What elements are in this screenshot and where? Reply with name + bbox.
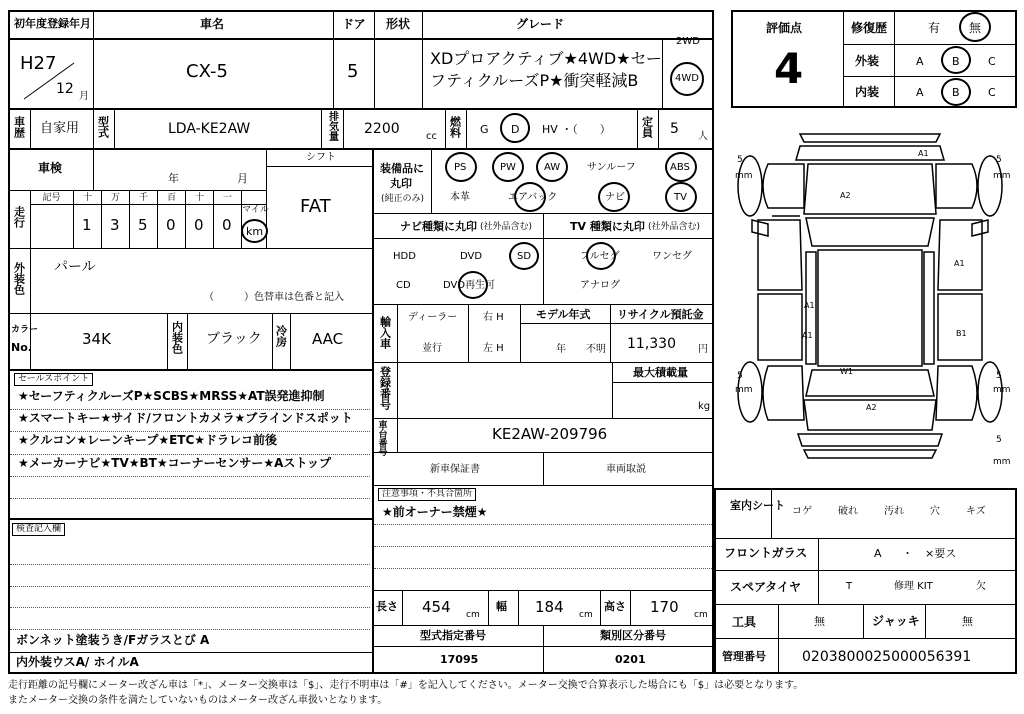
grade-line2: フティクルーズP★衝突軽減B: [430, 71, 639, 90]
equip-tv: TV: [674, 192, 687, 203]
interior-grade-c: C: [988, 86, 996, 99]
height-label: 高さ: [604, 600, 626, 613]
fuel-d: D: [511, 123, 520, 136]
equip-sunroof: サンルーフ: [587, 162, 636, 173]
use-label: 車歴: [12, 116, 26, 138]
tread-fl-unit: mm: [735, 171, 753, 181]
shaken-year-unit: 年: [168, 172, 179, 185]
equipment-label-2: 丸印: [390, 177, 412, 190]
interior-color-label: 内装色: [170, 321, 184, 354]
class-value: 0201: [615, 653, 646, 666]
jack-label: ジャッキ: [872, 614, 920, 628]
mileage-digit-header: 記号: [42, 193, 61, 203]
reg-date-slash: [18, 55, 88, 105]
inspector-line-2: 内外装ウスA/ ホイルA: [16, 655, 139, 669]
mileage-digit-header: 百: [167, 193, 177, 203]
navi-sd: SD: [517, 251, 532, 262]
exterior-grade-c: C: [988, 55, 996, 68]
interior-grade-a: A: [916, 86, 924, 99]
warranty-manual: 車両取説: [606, 464, 646, 475]
damage-mark-left-quarter: A1: [802, 331, 813, 340]
tread-rr-unit: mm: [993, 385, 1011, 395]
damage-mark-front-bumper: A1: [918, 149, 929, 158]
navi-hdd: HDD: [393, 251, 416, 262]
mileage-unit-mile: マイル: [242, 205, 269, 215]
width-value: 184: [535, 598, 564, 616]
car-name: CX-5: [186, 61, 228, 82]
spare-t: T: [846, 581, 853, 592]
height-unit: cm: [694, 610, 708, 620]
inspector-label: 検査記入欄: [12, 523, 65, 536]
seat-label-1: 室内シート: [730, 499, 785, 512]
score-label: 評価点: [766, 21, 803, 35]
inspector-line-1: ボンネット塗装うき/Fガラスとび A: [16, 633, 210, 647]
height-value: 170: [650, 598, 679, 616]
displacement-label: 排気量: [326, 111, 338, 141]
mileage-digit-header: 千: [139, 193, 149, 203]
vehicle-damage-diagram: [722, 120, 1018, 480]
damage-mark-rear-glass: W1: [840, 367, 853, 376]
damage-mark-rear-bumper: A2: [866, 403, 877, 412]
equip-ps: PS: [454, 162, 467, 173]
length-label: 長さ: [376, 600, 398, 613]
designation-value: 17095: [440, 653, 479, 666]
mileage-digit: 0: [194, 216, 204, 234]
displacement-value: 2200: [364, 121, 400, 137]
glass-label: フロントガラス: [724, 546, 808, 560]
grade-line1: XDプロアクティブ★4WD★セー: [430, 49, 662, 68]
navi-type-note: (社外品含む): [480, 222, 533, 232]
sales-point-3: ★クルコン★レーンキープ★ETC★ドラレコ前後: [18, 433, 278, 447]
interior-grade-b: B: [952, 86, 960, 99]
spare-kit: 修理 KIT: [894, 581, 933, 592]
exterior-color-label: 外装色: [12, 262, 26, 295]
mgmt-value: 0203800025000056391: [802, 649, 972, 665]
spare-none: 欠: [976, 581, 986, 592]
damage-mark-right-quarter: B1: [956, 329, 967, 338]
equipment-label-3: (純正のみ): [381, 194, 425, 204]
sales-point-4: ★メーカーナビ★TV★BT★コーナーセンサー★Aストップ: [18, 456, 332, 470]
reg-era-year: H27: [20, 53, 57, 74]
seat-hole: 穴: [930, 506, 940, 517]
warranty-new-car: 新車保証書: [430, 464, 480, 475]
tools-label: 工具: [732, 615, 757, 629]
notes-label: 注意事項・不具合箇所: [378, 488, 476, 501]
width-unit: cm: [579, 610, 593, 620]
ac-label: 冷房: [274, 325, 288, 347]
model-value: LDA-KE2AW: [168, 121, 251, 137]
use-value: 自家用: [40, 121, 80, 136]
length-unit: cm: [466, 610, 480, 620]
mgmt-label: 管理番号: [722, 650, 766, 663]
score-value: 4: [774, 44, 804, 93]
mileage-digit-header: 万: [111, 193, 121, 203]
navi-type-title: ナビ種類に丸印: [400, 220, 477, 233]
max-load-label: 最大積載量: [633, 366, 688, 379]
doors-label: ドア: [342, 17, 366, 31]
tv-fullseg: フルセグ: [580, 251, 620, 262]
recycle-unit: 円: [698, 344, 708, 355]
mileage-digit: 5: [138, 216, 148, 234]
tread-rl-unit: mm: [735, 385, 753, 395]
car-name-label: 車名: [200, 17, 225, 31]
shape-label: 形状: [386, 17, 411, 31]
chassis-value: KE2AW-209796: [492, 425, 608, 443]
glass-exchange: ×要ス: [925, 547, 957, 560]
color-no-label-top: カラー: [11, 325, 39, 335]
model-label: 型式: [96, 116, 110, 138]
spare-label: スペアタイヤ: [730, 580, 801, 594]
recycle-value: 11,330: [627, 336, 676, 352]
repair-no: 無: [969, 21, 982, 35]
sales-points-label: セールスポイント: [14, 373, 93, 386]
seat-koge: コゲ: [792, 506, 812, 517]
chassis-label: 車台番号: [376, 420, 387, 456]
max-load-unit: kg: [698, 401, 711, 412]
equip-airbag: エアバック: [508, 192, 558, 203]
import-label: 輸入車: [378, 316, 392, 349]
capacity-unit: 人: [698, 131, 708, 142]
ac-value: AAC: [312, 330, 344, 348]
import-left: 左 H: [483, 343, 504, 354]
import-parallel: 並行: [422, 343, 442, 354]
tread-fr-unit: mm: [993, 171, 1011, 181]
equip-pw: PW: [500, 162, 516, 173]
exterior-color-value: パール: [54, 259, 96, 275]
tools-value: 無: [814, 615, 825, 628]
mileage-digit: 3: [110, 216, 120, 234]
interior-color-value: ブラック: [206, 331, 262, 347]
exterior-grade-a: A: [916, 55, 924, 68]
model-year-label: モデル年式: [536, 308, 591, 321]
tv-oneseg: ワンセグ: [652, 251, 692, 262]
tread-rl-value: 5: [737, 371, 743, 381]
jack-value: 無: [962, 615, 973, 628]
seat-dirt: 汚れ: [884, 506, 904, 517]
navi-dvd: DVD: [460, 251, 483, 262]
repair-yes: 有: [928, 21, 941, 35]
drive-4wd: 4WD: [675, 73, 699, 84]
import-right: 右 H: [483, 312, 504, 323]
equip-aw: AW: [544, 162, 561, 173]
equip-navi: ナビ: [605, 192, 625, 203]
damage-mark-left-rear-door: A1: [804, 301, 815, 310]
mileage-digit: 1: [82, 216, 92, 234]
shaken-label: 車検: [38, 161, 63, 175]
plate-label: 登録番号: [378, 366, 392, 410]
tv-type-title: TV 種類に丸印: [570, 220, 645, 233]
exterior-grade-label: 外装: [855, 54, 880, 68]
tread-fl-value: 5: [737, 155, 743, 165]
notes-line-1: ★前オーナー禁煙★: [382, 505, 488, 519]
mileage-digit-header: 一: [223, 193, 233, 203]
tv-type-note: (社外品含む): [648, 222, 701, 232]
width-label: 幅: [496, 600, 507, 613]
grade-label: グレード: [516, 17, 565, 31]
equipment-label-1: 装備品に: [380, 162, 424, 175]
reg-month-unit: 月: [79, 91, 89, 102]
model-year-unit: 年: [556, 344, 566, 355]
shaken-month-unit: 月: [237, 172, 248, 185]
sales-point-2: ★スマートキー★サイド/フロントカメラ★ブラインドスポット: [18, 411, 353, 425]
tread-rr-value: 5: [996, 371, 1002, 381]
navi-dvd-play: DVD再生可: [443, 280, 496, 291]
mileage-digit: 0: [222, 216, 232, 234]
interior-grade-label: 内装: [855, 85, 880, 99]
navi-cd: CD: [396, 280, 411, 291]
mileage-digit-header: 十: [83, 193, 93, 203]
footer-note-2: またメーター交換の条件を満たしていないものはメーター改ざん車扱いとなります。: [8, 695, 388, 706]
equip-leather: 本革: [450, 192, 470, 203]
import-dealer: ディーラー: [408, 312, 458, 323]
reg-year-label: 初年度登録年月: [14, 17, 91, 30]
capacity-label: 定員: [640, 116, 654, 138]
sales-point-1: ★セーフティクルーズP★SCBS★MRSS★AT誤発進抑制: [18, 389, 325, 403]
doors-value: 5: [347, 61, 359, 82]
mileage-digit: 0: [166, 216, 176, 234]
tread-fr-value: 5: [996, 155, 1002, 165]
damage-mark-hood: A2: [840, 191, 851, 200]
glass-dot: ・: [902, 547, 913, 560]
recycle-label: リサイクル預託金: [617, 308, 704, 321]
mileage-digit-header: 十: [195, 193, 205, 203]
length-value: 454: [422, 598, 451, 616]
glass-a: A: [874, 547, 882, 560]
fuel-g: G: [480, 123, 489, 136]
equip-abs: ABS: [670, 162, 690, 173]
tread-spare-unit: mm: [993, 457, 1011, 467]
exterior-grade-b: B: [952, 55, 960, 68]
shift-value: FAT: [300, 196, 331, 217]
mileage-unit-km: km: [246, 225, 264, 238]
shift-label: シフト: [306, 152, 336, 163]
color-no-value: 34K: [82, 330, 111, 348]
exterior-color-note: （ ）色替車は色番と記入: [204, 292, 344, 303]
damage-mark-right-front: A1: [954, 259, 965, 268]
model-year-unknown: 不明: [586, 344, 606, 355]
seat-tear: 破れ: [838, 506, 858, 517]
capacity-value: 5: [670, 121, 679, 137]
seat-scratch: キズ: [966, 506, 986, 517]
fuel-label: 燃料: [448, 116, 462, 138]
footer-note-1: 走行距離の記号欄にメーター改ざん車は「*」、メーター交換車は「$」、走行不明車は「#」を記入してください。メーター交換で合算表示した場合にも「$」は必要となります。: [8, 680, 804, 691]
fuel-hv: HV ・（ ）: [542, 123, 611, 136]
mileage-label: 走行: [12, 206, 26, 228]
tv-analog: アナログ: [580, 280, 620, 291]
color-no-label: No.: [11, 341, 32, 354]
tread-spare-value: 5: [996, 435, 1002, 445]
class-label: 類別区分番号: [600, 629, 666, 642]
reg-month: 12: [56, 81, 74, 97]
drive-2wd: 2WD: [676, 36, 700, 47]
repair-label: 修復歴: [851, 21, 888, 35]
designation-label: 型式指定番号: [420, 629, 486, 642]
displacement-unit: cc: [426, 131, 437, 142]
